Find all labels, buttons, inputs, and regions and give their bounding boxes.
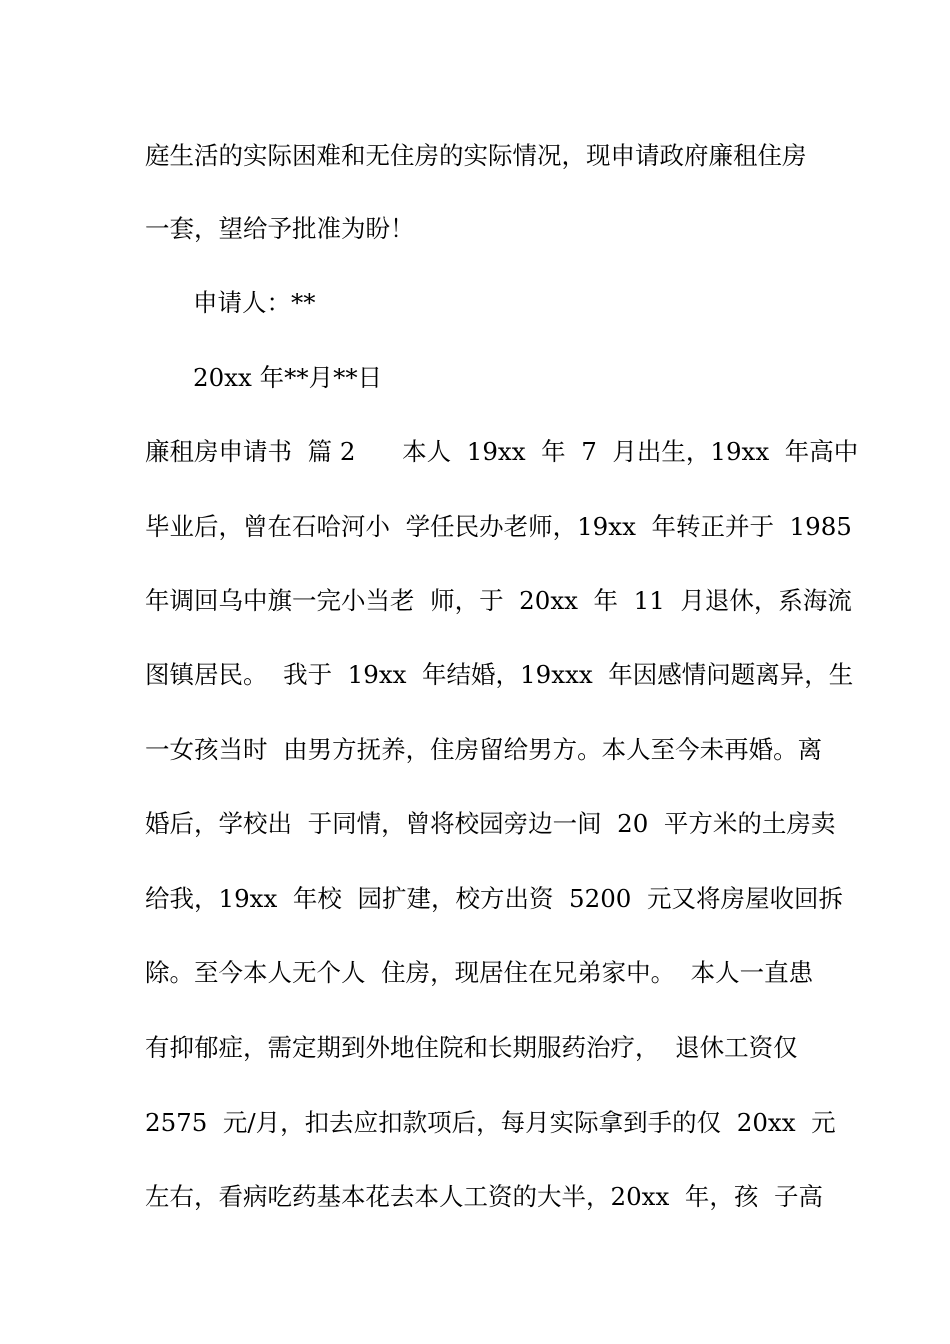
text-line: 一女孩当时 由男方抚养，住房留给男方。本人至今未再婚。离	[145, 735, 823, 764]
text-line: 左右，看病吃药基本花去本人工资的大半，20xx 年，孩 子高	[145, 1182, 823, 1211]
text-line: 除。至今本人无个人 住房，现居住在兄弟家中。 本人一直患	[145, 958, 814, 987]
text-line: 毕业后，曾在石哈河小 学任民办老师，19xx 年转正并于 1985	[145, 512, 852, 541]
text-line: 有抑郁症，需定期到外地住院和长期服药治疗， 退休工资仅	[145, 1033, 798, 1062]
text-line: 2575 元/月，扣去应扣款项后，每月实际拿到手的仅 20xx 元	[145, 1108, 836, 1137]
text-line: 一套，望给予批准为盼！	[145, 214, 415, 243]
text-line: 庭生活的实际困难和无住房的实际情况，现申请政府廉租住房	[145, 141, 807, 170]
signature-label: 申请人：**	[193, 288, 316, 317]
text-line: 年调回乌中旗一完小当老 师，于 20xx 年 11 月退休，系海流	[145, 586, 852, 615]
text-line: 给我，19xx 年校 园扩建，校方出资 5200 元又将房屋收回拆	[145, 884, 843, 913]
text-line: 婚后，学校出 于同情，曾将校园旁边一间 20 平方米的土房卖	[145, 809, 836, 838]
date-line: 20xx 年**月**日	[193, 363, 383, 392]
text-line: 廉租房申请书 篇 2 本人 19xx 年 7 月出生，19xx 年高中	[145, 437, 859, 466]
text-line: 图镇居民。 我于 19xx 年结婚，19xxx 年因感情问题离异，生	[145, 660, 854, 689]
